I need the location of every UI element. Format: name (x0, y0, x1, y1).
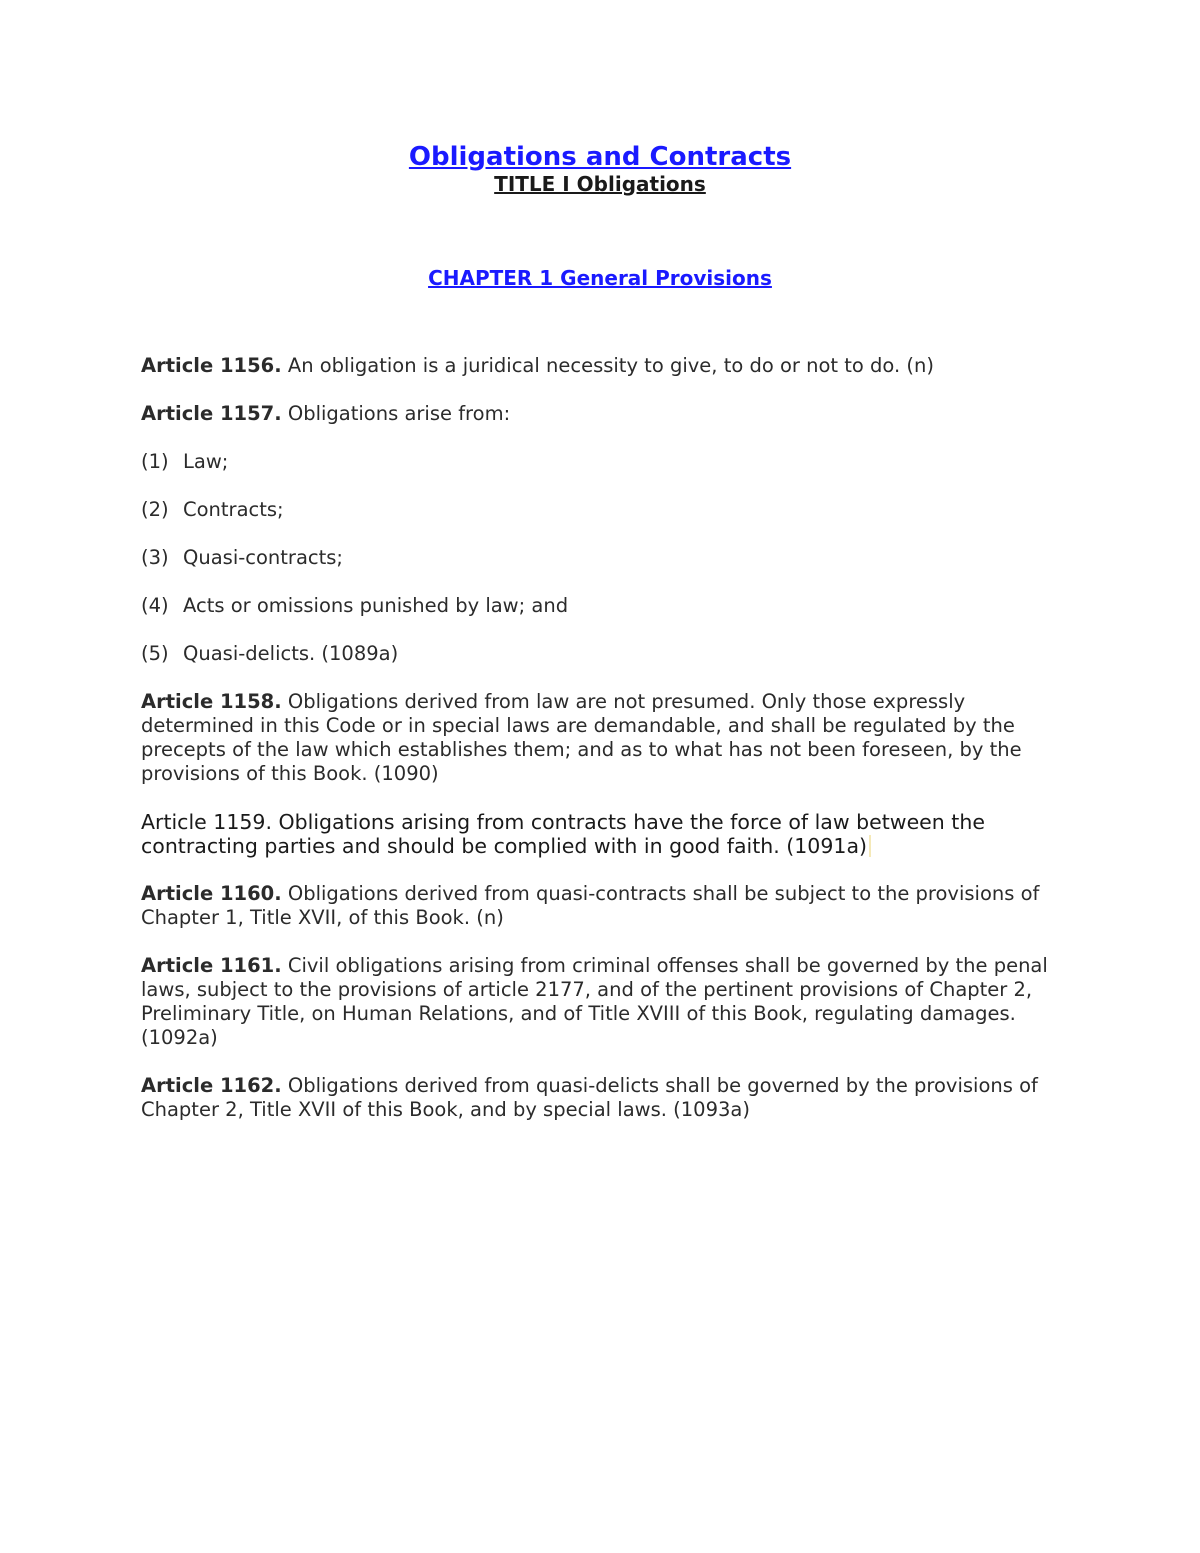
title-heading: TITLE I Obligations (494, 172, 706, 196)
list-text: Quasi-contracts; (183, 546, 343, 569)
list-number: (1) (141, 450, 169, 473)
article-text: Article 1159. Obligations arising from contracts have the force of law between the contracting parties and should be complied with in good faith. (1091a) (141, 810, 985, 858)
article-1160 (141, 882, 1061, 930)
article-1161 (141, 954, 1061, 1050)
article-1162 (141, 1074, 1061, 1122)
list-number: (5) (141, 642, 169, 665)
list-item (141, 546, 1061, 570)
article-text: Civil obligations arising from criminal offenses shall be governed by the penal laws, subject to the provisions of article 2177, and of the pertinent provisions of Chapter 2, Preliminary Title, on Human Relations, and of Title XVIII of this Book, regulating damages. (1092a) (141, 954, 1048, 1049)
list-text: Quasi-delicts. (1089a) (183, 642, 399, 665)
list-item (141, 498, 1061, 522)
article-1158 (141, 690, 1061, 786)
article-label: Article 1157. (141, 402, 282, 425)
article-1159 (141, 810, 1061, 858)
page-title[interactable]: Obligations and Contracts (408, 142, 792, 172)
article-label: Article 1161. (141, 954, 282, 977)
article-label: Article 1156. (141, 354, 282, 377)
list-number: (2) (141, 498, 169, 521)
list-text: Law; (183, 450, 229, 473)
list-text: Contracts; (183, 498, 284, 521)
article-1156 (141, 354, 1061, 378)
article-text: Obligations derived from quasi-contracts shall be subject to the provisions of Chapter 1, Title XVII, of this Book. (n) (141, 882, 1040, 929)
article-1157 (141, 402, 1061, 426)
article-text: An obligation is a juridical necessity to give, to do or not to do. (n) (281, 354, 934, 377)
list-item (141, 642, 1061, 666)
text-cursor (869, 835, 871, 857)
article-text: Obligations derived from quasi-delicts shall be governed by the provisions of Chapter 2, Title XVII of this Book, and by special laws. (1093a) (141, 1074, 1038, 1121)
list-item (141, 594, 1061, 618)
article-text: Obligations arise from: (281, 402, 511, 425)
list-text: Acts or omissions punished by law; and (183, 594, 569, 617)
list-item (141, 450, 1061, 474)
list-number: (4) (141, 594, 169, 617)
article-text: Obligations derived from law are not presumed. Only those expressly determined in this Code or in special laws are demandable, and shall be regulated by the precepts of the law which establishes them; and as to what has not been foreseen, by the provisions of this Book. (1090) (141, 690, 1022, 785)
article-label: Article 1160. (141, 882, 282, 905)
list-number: (3) (141, 546, 169, 569)
chapter-link[interactable]: CHAPTER 1 General Provisions (428, 266, 772, 290)
document-body (141, 354, 1061, 1146)
article-label: Article 1162. (141, 1074, 282, 1097)
article-label: Article 1158. (141, 690, 282, 713)
